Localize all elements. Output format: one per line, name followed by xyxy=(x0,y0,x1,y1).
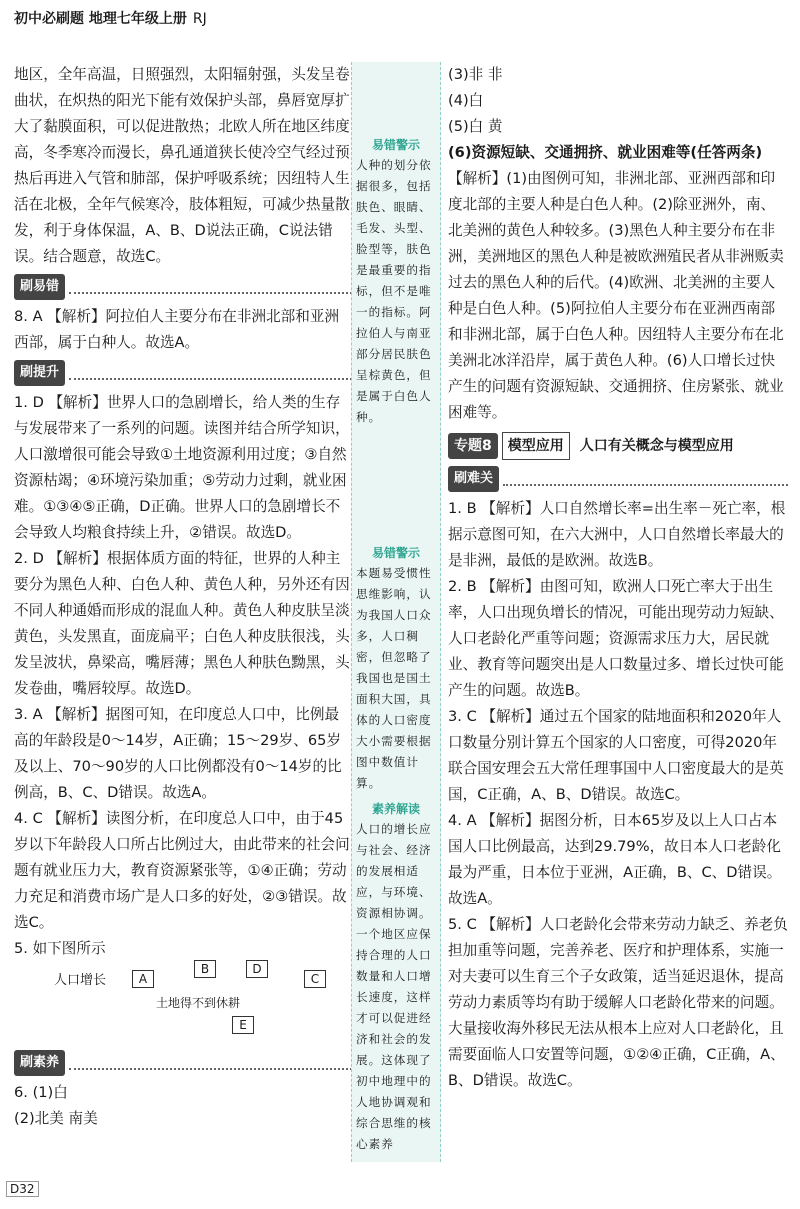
section-easy-mistakes xyxy=(14,274,352,300)
section-hard xyxy=(448,466,788,492)
box-e: E xyxy=(232,1016,254,1034)
section-label: 刷易错 xyxy=(14,274,65,300)
note-title-3: 素养解读 xyxy=(371,802,420,816)
answer-1: 1. D 【解析】世界人口的急剧增长，给人类的生存与发展带来了一系列的问题。读图并结合所学知识，人口激增很可能会导致①土地资源利用过度；③自然资源枯竭；④环境污染加重；⑤劳动力过剩，就业困难。①③④⑤正确，D正确。世界人口的急剧增长不会导致人均粮食持续上升，②错误。故选D。 xyxy=(14,394,350,541)
answer-r5: 5. C 【解析】人口老龄化会带来劳动力缺乏、养老负担加重等问题，完善养老、医疗和护理体系，实施一对夫妻可以生育三个子女政策，适当延迟退休，提高劳动力素质等均有助于缓解人口老龄化带来的问题。大量接收海外移民无法从根本上应对人口老龄化，且需要面临人口安置等问题，①②④正确，C正确，A、B、D错误。故选C。 xyxy=(448,916,788,1089)
note-title-1: 易错警示 xyxy=(371,138,420,152)
answer-8: 8. A 【解析】阿拉伯人主要分布在非洲北部和亚洲西部，属于白种人。故选A。 xyxy=(14,308,340,351)
answer-6-2: (2)北美 南美 xyxy=(14,1110,98,1127)
answer-5: 5. 如下图所示 xyxy=(14,940,106,957)
answer-6-4: (4)白 xyxy=(448,92,484,109)
diagram-start: 人口增长 xyxy=(54,973,107,988)
edition: RJ xyxy=(192,11,207,27)
section-improve xyxy=(14,360,352,386)
topic-type: 模型应用 xyxy=(502,432,570,460)
page-header xyxy=(14,8,207,28)
box-d: D xyxy=(246,960,268,978)
answer-r2: 2. B 【解析】由图可知，欧洲人口死亡率大于出生率，人口出现负增长的情况，可能出现劳动力短缺、人口老龄化严重等问题；资源需求压力大，居民就业、教育等问题突出是人口数量过多、增长过快可能产生的问题。故选B。 xyxy=(448,578,784,699)
answer-6-3: (3)非 非 xyxy=(448,66,503,83)
topic-title: 人口有关概念与模型应用 xyxy=(579,438,734,454)
answer-6-6: (6)资源短缺、交通拥挤、就业困难等(任答两条) xyxy=(448,144,763,161)
book-title: 初中必刷题 地理七年级上册 xyxy=(14,11,187,27)
loop-label: 土地得不到休耕 xyxy=(156,996,241,1010)
section-label: 刷素养 xyxy=(14,1050,65,1076)
section-label: 刷提升 xyxy=(14,360,65,386)
left-column xyxy=(14,62,352,1132)
answer-6-1: 6. (1)白 xyxy=(14,1084,68,1101)
box-a: A xyxy=(132,970,154,988)
answer-3: 3. A 【解析】据图可知，在印度总人口中，比例最高的年龄段是0～14岁，A正确；15～29岁、65岁及以上、70～90岁的人口比例都没有0～14岁的比例高，B、C、D错误。故选A。 xyxy=(14,706,342,801)
side-notes xyxy=(351,62,441,1162)
topic-header xyxy=(448,432,788,460)
section-literacy xyxy=(14,1050,352,1076)
flow-diagram xyxy=(14,962,352,1046)
answer-2: 2. D 【解析】根据体质方面的特征，世界的人种主要分为黑色人种、白色人种、黄色人种，另外还有因不同人种通婚而形成的混血人种。黄色人种皮肤呈淡黄色，头发黑直，面庞扁平；白色人种皮肤很浅，头发呈波状，鼻梁高，嘴唇薄；黑色人种肤色黝黑，头发卷曲，嘴唇较厚。故选D。 xyxy=(14,550,350,697)
intro-text: 地区，全年高温，日照强烈，太阳辐射强，头发呈卷曲状，在炽热的阳光下能有效保护头部，鼻唇宽厚扩大了黏膜面积，可以促进散热；北欧人所在地区纬度高，冬季寒冷而漫长，鼻孔通道狭长使冷空气经过预热后再进入气管和肺部，保护呼吸系统；因纽特人生活在北极，全年气候寒冷，肢体粗短，可减少热量散发，利于身体保温，A、B、D说法正确，C说法错误。结合题意，故选C。 xyxy=(14,66,350,265)
box-b: B xyxy=(194,960,216,978)
box-c: C xyxy=(304,970,326,988)
answer-r3: 3. C 【解析】通过五个国家的陆地面积和2020年人口数量分别计算五个国家的人口密度，可得2020年联合国安理会五大常任理事国中人口密度最大的是英国，C正确，A、B、D错误。故选C。 xyxy=(448,708,784,803)
answer-r4: 4. A 【解析】据图分析，日本65岁及以上人口占本国人口比例最高，达到29.79%，故日本人口老龄化最为严重，日本位于亚洲，A正确，B、C、D错误。故选A。 xyxy=(448,812,782,907)
note-title-2: 易错警示 xyxy=(371,546,420,560)
right-column xyxy=(448,62,788,1094)
note-2: 本题易受惯性思维影响，认为我国人口众多，人口稠密，但忽略了我国也是国土面积大国，具体的人口密度大小需要根据图中数值计算。 xyxy=(356,566,432,790)
answer-6-5: (5)白 黄 xyxy=(448,118,503,135)
note-3: 人口的增长应与社会、经济的发展相适应，与环境、资源相协调。一个地区应保持合理的人口数量和人口增长速度，这样才可以促进经济和社会的发展。这体现了初中地理中的人地协调观和综合思维的核心素养 xyxy=(356,822,432,1151)
explanation-6: 【解析】(1)由图例可知，非洲北部、亚洲西部和印度北部的主要人种是白色人种。(2)除亚洲外，南、北美洲的黄色人种较多。(3)黑色人种主要分布在非洲，美洲地区的黑色人种是被欧洲殖民者从非洲贩卖过去的黑色人种的后代。(4)欧洲、北美洲的主要人种是白色人种。(5)阿拉伯人主要分布在亚洲西南部和非洲北部，属于白色人种。因纽特人主要分布在北美洲北冰洋沿岸，属于黄色人种。(6)人口增长过快产生的问题有资源短缺、交通拥挤、住房紧张、就业困难等。 xyxy=(448,170,784,421)
answer-4: 4. C 【解析】读图分析，在印度总人口中，由于45岁以下年龄段人口所占比例过大，由此带来的社会问题有就业压力大，教育资源紧张等，①④正确；劳动力充足和消费市场广是人口多的好处，②③错误。故选C。 xyxy=(14,810,350,931)
note-1: 人种的划分依据很多，包括肤色、眼睛、毛发、头型、脸型等，肤色是最重要的指标，但不是唯一的指标。阿拉伯人与南亚部分居民肤色呈棕黄色，但是属于白色人种。 xyxy=(356,158,432,424)
topic-number: 专题8 xyxy=(448,433,498,459)
answer-r1: 1. B 【解析】人口自然增长率=出生率－死亡率，根据示意图可知，在六大洲中，人口自然增长率最大的是非洲，最低的是欧洲。故选B。 xyxy=(448,500,786,569)
page-number: D32 xyxy=(6,1181,39,1197)
section-label: 刷难关 xyxy=(448,466,499,492)
